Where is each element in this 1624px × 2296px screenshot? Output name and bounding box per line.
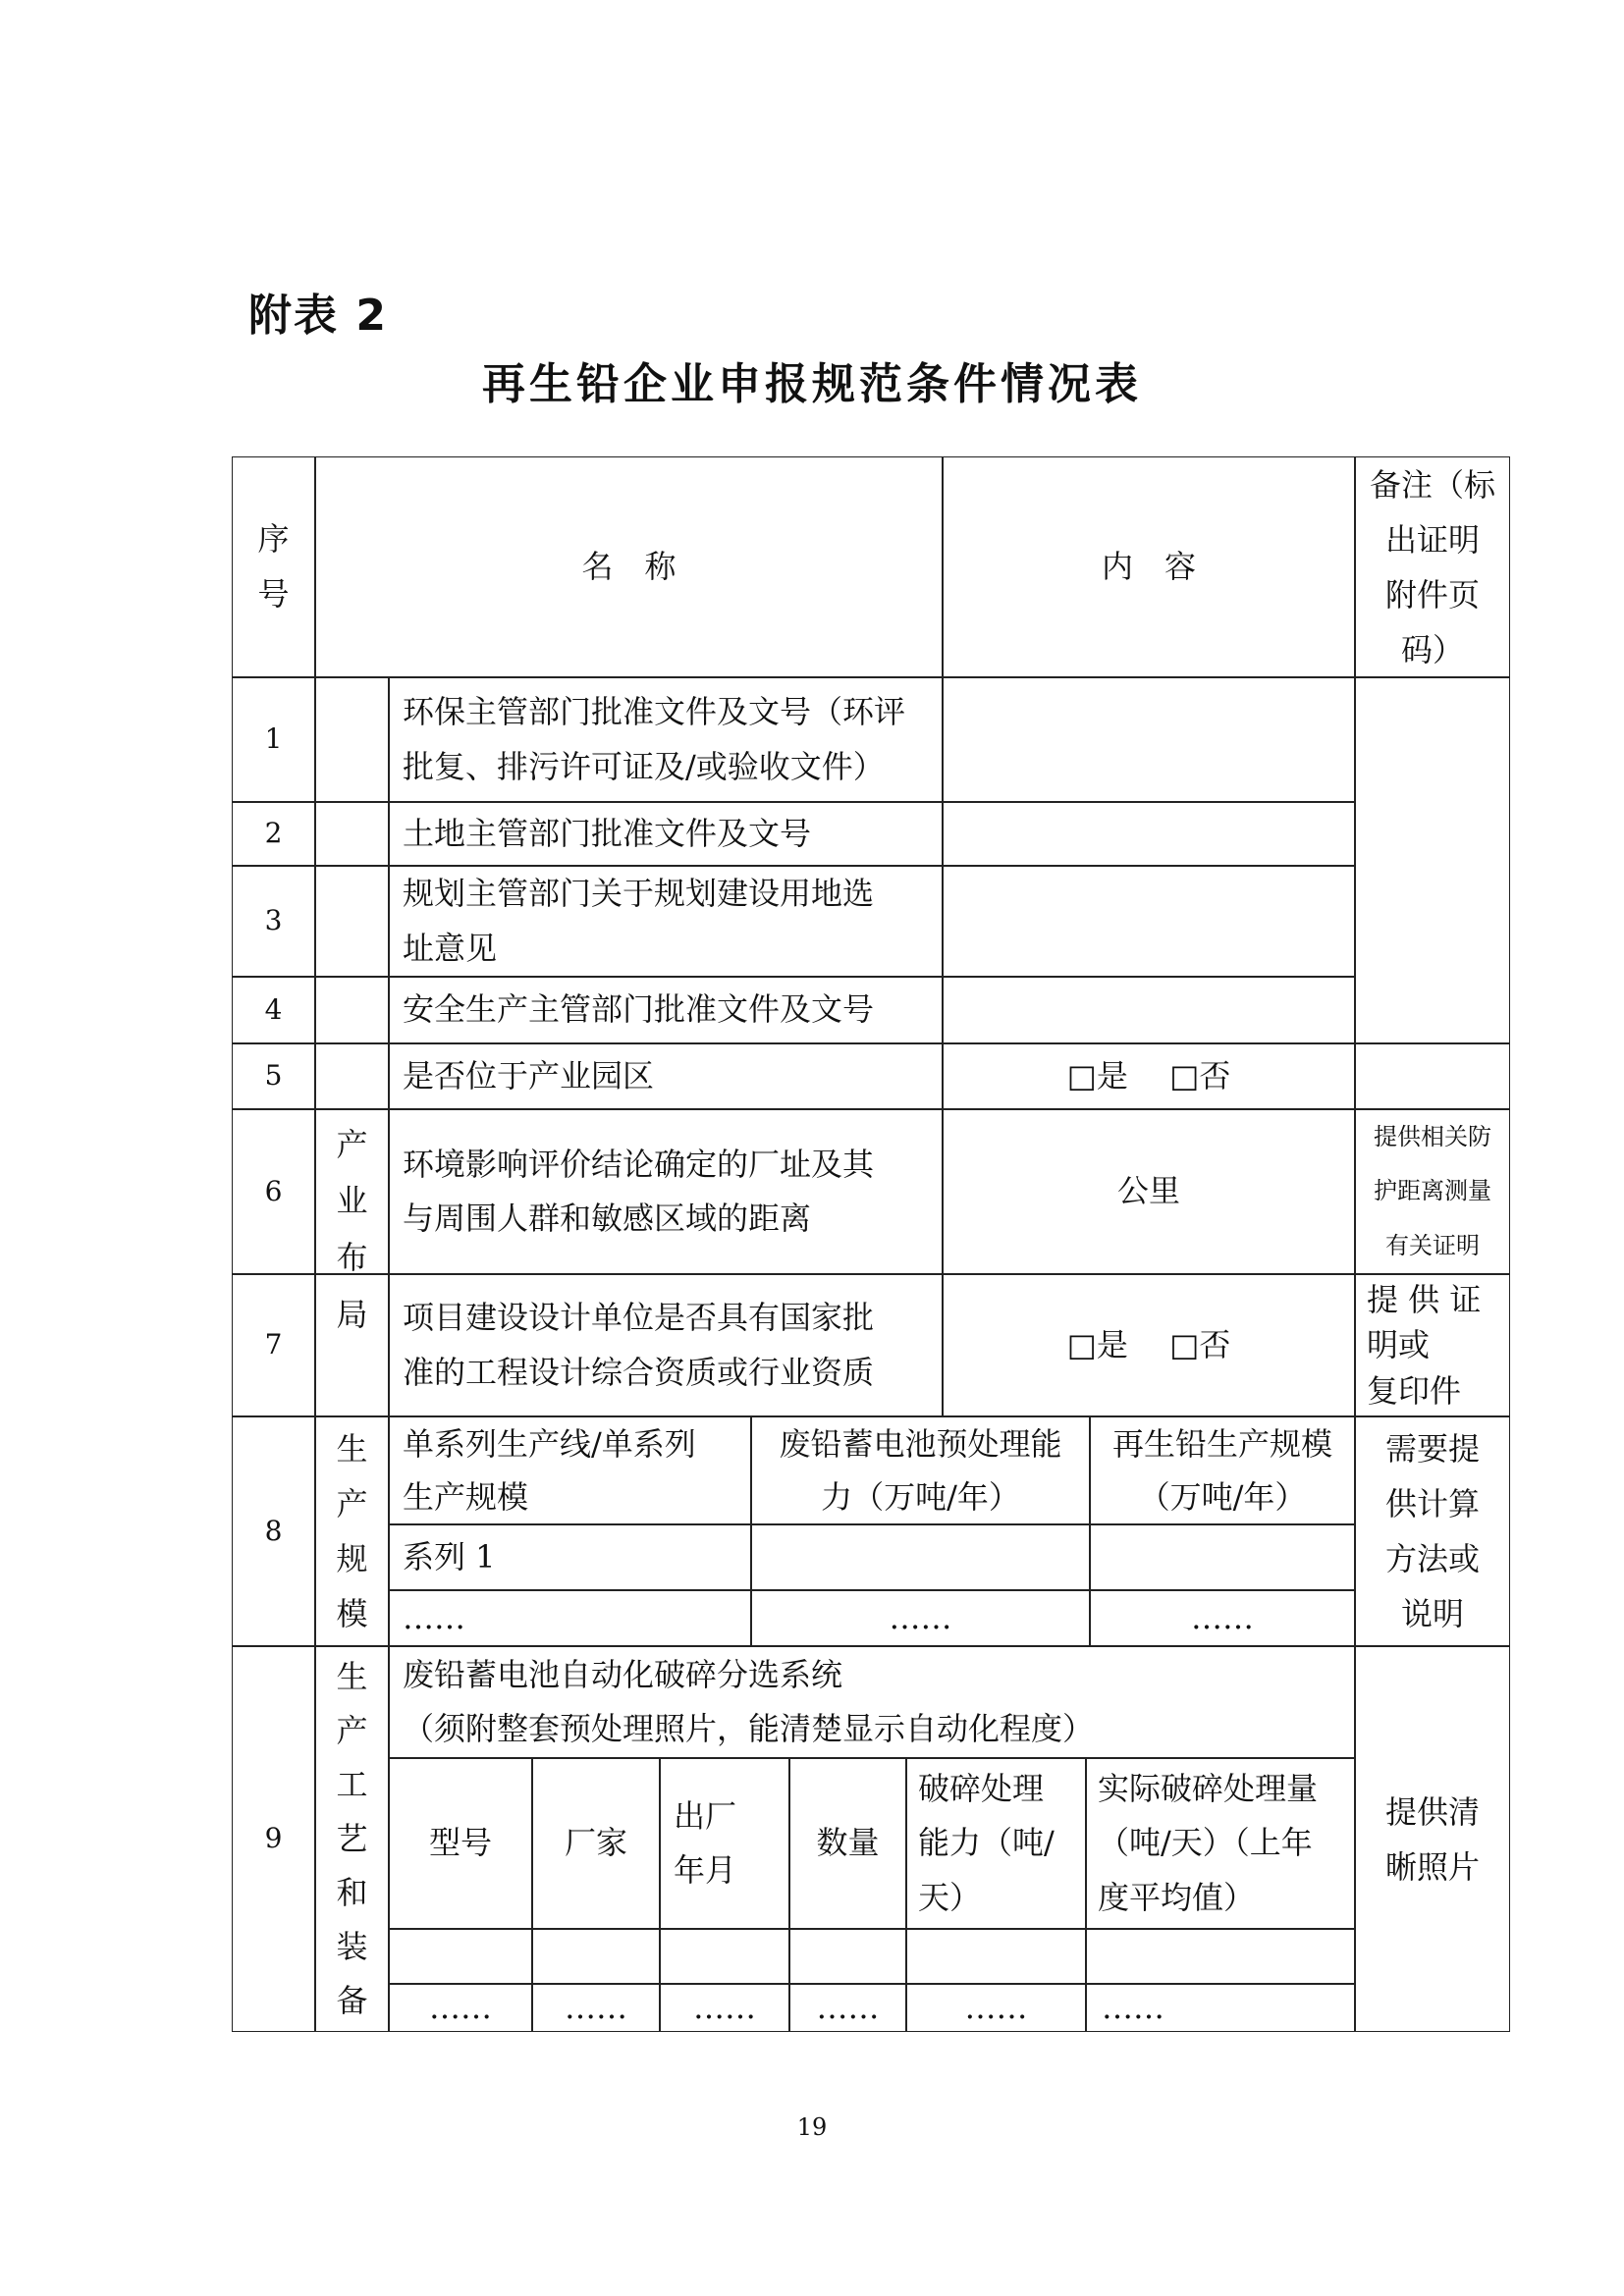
row-9-number: 9 xyxy=(264,1822,283,1855)
row-7-yes-no-checkboxes[interactable]: □是 □否 xyxy=(1066,1325,1231,1363)
row-6-number: 6 xyxy=(264,1174,283,1207)
group-industrial-layout: 产业布局 xyxy=(336,1125,368,1333)
row-1-number: 1 xyxy=(264,722,283,756)
row-9-crushing-system: 废铅蓄电池自动化破碎分选系统 （须附整套预处理照片，能清楚显示自动化程度） xyxy=(403,1655,1095,1747)
row-7-number: 7 xyxy=(264,1328,283,1362)
row-2-number: 2 xyxy=(264,817,283,850)
page-title: 再生铅企业申报规范条件情况表 xyxy=(482,359,1142,409)
row-8-remark: 需要提 供计算 方法或 说明 xyxy=(1384,1430,1480,1632)
row-8-col-pretreatment-capacity: 废铅蓄电池预处理能 力（万吨/年） xyxy=(779,1424,1062,1516)
row-8-series-1: 系列 1 xyxy=(403,1537,496,1575)
row-6-remark: 提供相关防 护距离测量 有关证明 xyxy=(1374,1123,1491,1259)
row-8-col-line-scale: 单系列生产线/单系列 生产规模 xyxy=(403,1424,696,1516)
row-9-ellipsis-5: …… xyxy=(964,1988,1028,2026)
row-4-name: 安全生产主管部门批准文件及文号 xyxy=(403,990,875,1029)
row-9-col-manufacturer: 厂家 xyxy=(564,1824,627,1862)
row-8-number: 8 xyxy=(264,1514,283,1547)
row-4-number: 4 xyxy=(264,992,283,1026)
row-8-ellipsis-1: …… xyxy=(403,1598,465,1636)
row-8-ellipsis-3: …… xyxy=(1191,1598,1254,1636)
row-9-ellipsis-6: …… xyxy=(1102,1988,1164,2026)
row-9-ellipsis-2: …… xyxy=(565,1988,627,2026)
row-1-name: 环保主管部门批准文件及文号（环评 批复、排污许可证及/或验收文件） xyxy=(403,693,906,785)
row-9-col-quantity: 数量 xyxy=(816,1824,880,1862)
row-6-name: 环境影响评价结论确定的厂址及其 与周围人群和敏感区域的距离 xyxy=(403,1145,875,1237)
row-3-number: 3 xyxy=(264,904,283,937)
row-9-col-model: 型号 xyxy=(428,1824,492,1862)
row-5-yes-no-checkboxes[interactable]: □是 □否 xyxy=(1066,1056,1231,1095)
row-9-col-production-date: 出厂 年月 xyxy=(674,1796,737,1889)
header-name: 名 称 xyxy=(581,547,677,585)
row-9-remark: 提供清 晰照片 xyxy=(1384,1792,1480,1886)
row-9-col-crushing-capacity: 破碎处理 能力（吨/ 天） xyxy=(918,1770,1055,1916)
row-8-ellipsis-2: …… xyxy=(889,1598,952,1636)
page-number: 19 xyxy=(796,2113,828,2141)
row-3-name: 规划主管部门关于规划建设用地选 址意见 xyxy=(403,875,875,967)
row-8-col-lead-output: 再生铅生产规模 （万吨/年） xyxy=(1111,1424,1332,1516)
row-9-col-actual-throughput: 实际破碎处理量 （吨/天）（上年 度平均值） xyxy=(1098,1770,1319,1916)
row-7-name: 项目建设设计单位是否具有国家批 准的工程设计综合资质或行业资质 xyxy=(403,1299,875,1391)
row-9-ellipsis-1: …… xyxy=(429,1988,492,2026)
row-9-ellipsis-3: …… xyxy=(693,1988,756,2026)
row-2-name: 土地主管部门批准文件及文号 xyxy=(403,814,812,852)
appendix-label: 附表 2 xyxy=(248,291,388,341)
row-7-remark: 提 供 证 明或 复印件 xyxy=(1367,1280,1482,1410)
header-content: 内 容 xyxy=(1101,547,1196,585)
group-process-equipment: 生产工艺和装备 xyxy=(336,1657,368,2020)
row-5-number: 5 xyxy=(264,1059,283,1093)
row-9-ellipsis-4: …… xyxy=(816,1988,880,2026)
group-production-scale: 生产规模 xyxy=(336,1430,368,1632)
header-seq: 序 号 xyxy=(257,520,290,613)
header-remark: 备注（标 出证明 附件页 码） xyxy=(1369,465,1495,668)
row-6-distance-unit: 公里 xyxy=(1116,1172,1180,1210)
requirements-table xyxy=(232,456,1510,2032)
row-5-name: 是否位于产业园区 xyxy=(403,1056,655,1095)
